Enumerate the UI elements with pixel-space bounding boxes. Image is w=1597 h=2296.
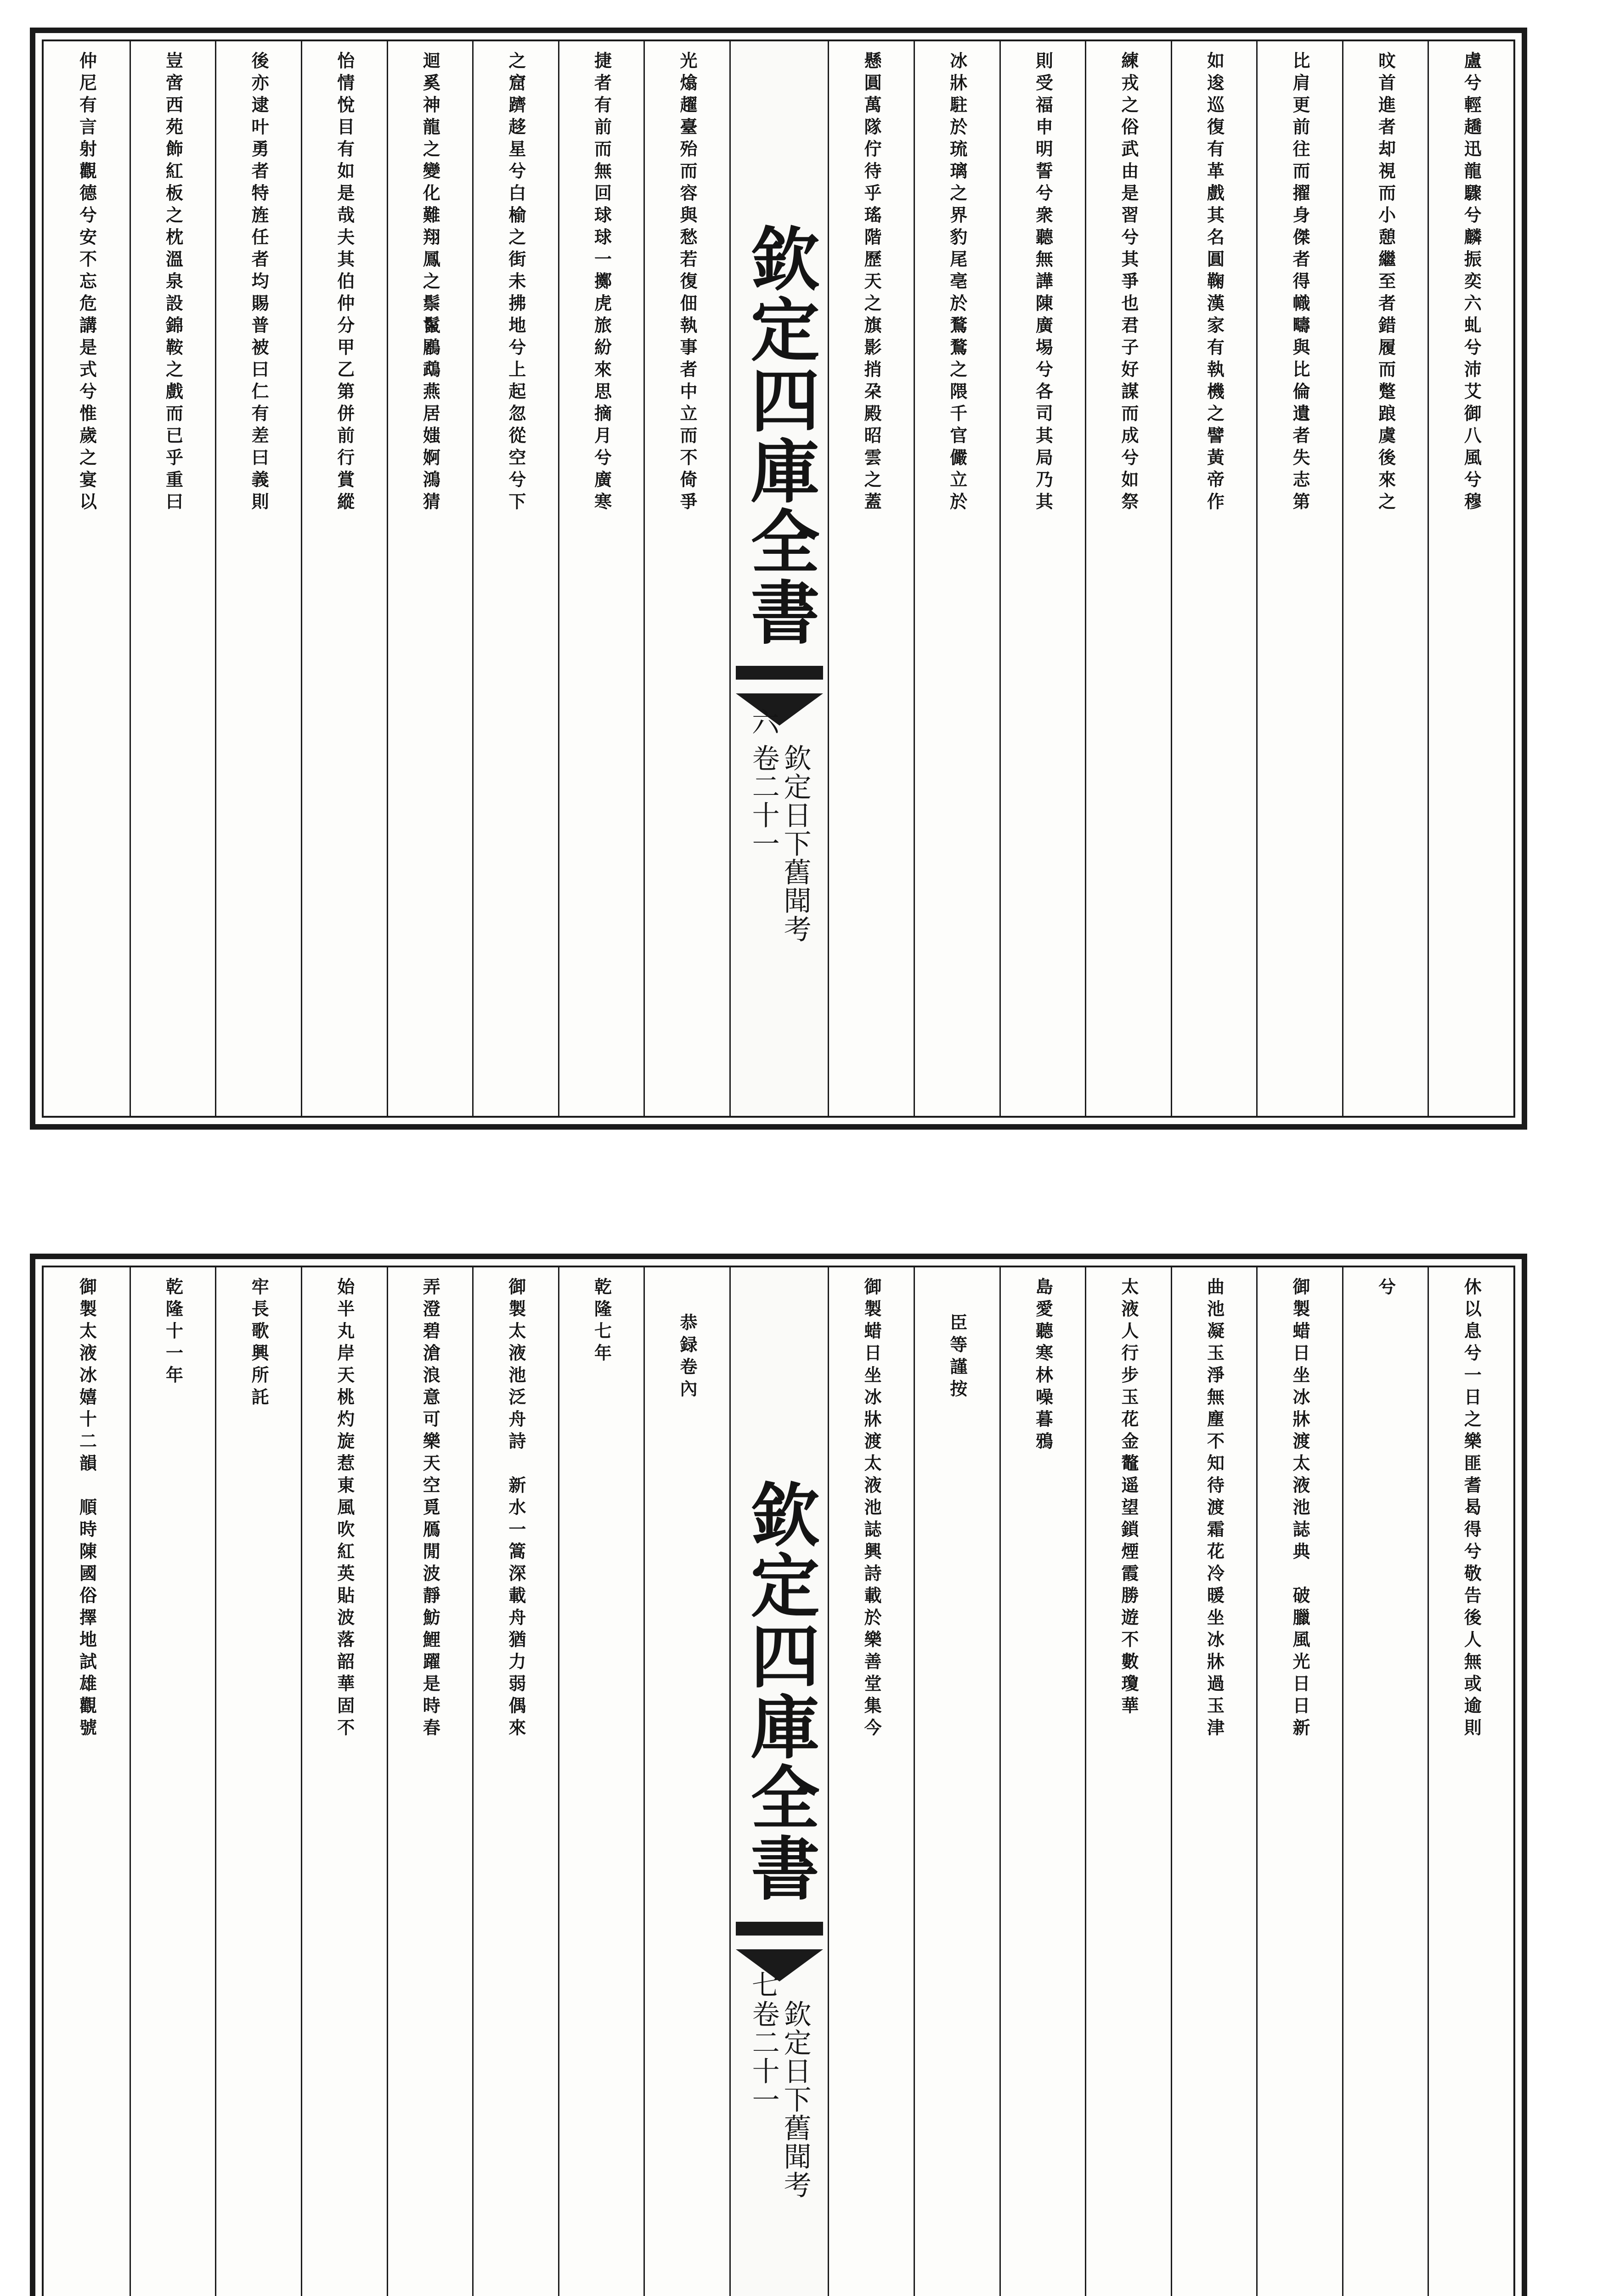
column-text: 恭録卷內 — [677, 1313, 698, 1401]
text-column — [215, 41, 301, 1116]
bottom-page-frame — [42, 1266, 1515, 2296]
column-text: 後亦逮叶勇者特旌任者均賜普被曰仁有差曰義則 — [248, 51, 270, 514]
column-text: 御製蜡日坐冰牀渡太液池誌典 破臘風光日日新 — [1290, 1277, 1311, 1740]
volume-info — [749, 744, 810, 943]
text-column — [44, 41, 130, 1116]
column-text: 島愛聽寒林噪暮鴉 — [1033, 1277, 1054, 1454]
text-column — [301, 41, 387, 1116]
top-page — [30, 28, 1527, 1130]
text-column — [914, 1267, 999, 2296]
leaf-number: 七 — [747, 1970, 779, 1998]
text-column — [472, 41, 558, 1116]
text-column — [643, 41, 729, 1116]
text-column — [130, 41, 215, 1116]
text-column — [387, 1267, 473, 2296]
leaf-number: 六 — [747, 707, 779, 735]
collection-title: 欽定四庫全書 — [739, 223, 820, 647]
column-text: 捷者有前而無回球球一擲虎旅紛來思摘月兮廣寒 — [591, 51, 612, 514]
column-text: 比肩更前往而擢身傑者得幟疇與比倫遺者失志第 — [1290, 51, 1311, 514]
text-column — [1171, 41, 1257, 1116]
text-column — [558, 41, 644, 1116]
column-text: 臣等謹按 — [947, 1313, 968, 1401]
text-column — [1085, 1267, 1171, 2296]
text-column — [558, 1267, 644, 2296]
text-column — [1342, 41, 1428, 1116]
column-text: 之窟躋趍星兮白榆之街未拂地兮上起忽從空兮下 — [505, 51, 526, 514]
column-text: 始半丸岸天桃灼旋惹東風吹紅英貼波落韶華固不 — [334, 1277, 355, 1740]
bottom-page — [30, 1254, 1527, 2296]
column-text: 旼首進者却視而小憩繼至者錯履而蹩踉虞後來之 — [1375, 51, 1396, 514]
column-text: 曲池凝玉淨無塵不知待渡霜花冷暖坐冰牀過玉津 — [1204, 1277, 1225, 1740]
book-title: 欽定日下舊聞考 — [779, 744, 812, 943]
bottom-page-columns — [44, 1267, 1513, 2296]
text-column — [472, 1267, 558, 2296]
text-column — [1256, 1267, 1342, 2296]
column-text: 弄澄碧滄浪意可樂天空覓鴈閒波靜魴鯉躍是時春 — [420, 1277, 441, 1740]
top-page-columns — [44, 41, 1513, 1116]
column-text: 則受福申明誓兮衆聽無譁陳廣埸兮各司其局乃其 — [1033, 51, 1054, 514]
text-column — [643, 1267, 729, 2296]
text-column — [914, 41, 999, 1116]
column-text: 迴奚神龍之變化難翔鳳之鬃鬣鷵鵡燕居媸婀鴻猜 — [420, 51, 441, 514]
text-column — [999, 1267, 1085, 2296]
text-column — [1256, 41, 1342, 1116]
volume-number: 卷二十一 — [747, 744, 780, 858]
top-page-frame — [42, 39, 1515, 1118]
text-column — [1085, 41, 1171, 1116]
column-text: 乾隆七年 — [591, 1277, 612, 1366]
volume-number: 卷二十一 — [747, 2000, 780, 2114]
column-text: 兮 — [1375, 1277, 1396, 1300]
text-column — [1428, 1267, 1513, 2296]
book-title: 欽定日下舊聞考 — [779, 2000, 812, 2199]
column-text: 懸圓萬隊佇待乎瑤階歷天之旗影捎朶殿昭雲之蓋 — [861, 51, 882, 514]
column-text: 盧兮輕趫迅龍驟兮麟振奕六虬兮沛艾御八風兮穆 — [1461, 51, 1482, 514]
column-text: 仲尼有言射觀德兮安不忘危講是式兮惟歲之宴以 — [76, 51, 97, 514]
text-column — [828, 41, 914, 1116]
fishtail-mark — [736, 666, 823, 680]
column-text: 牢長歌興所託 — [248, 1277, 270, 1410]
column-text: 怡情悅目有如是哉夫其伯仲分甲乙第併前行賞縱 — [334, 51, 355, 514]
column-text: 冰牀駐於琉璃之界豹尾亳於鶩鶩之隈千官儼立於 — [947, 51, 968, 514]
text-column — [130, 1267, 215, 2296]
column-text: 光熻趯臺殆而容與愁若復佃執事者中立而不倚爭 — [677, 51, 698, 514]
fishtail-mark — [736, 1922, 823, 1936]
center-fold-column — [729, 41, 828, 1116]
collection-title: 欽定四庫全書 — [739, 1479, 820, 1903]
text-column — [999, 41, 1085, 1116]
text-column — [828, 1267, 914, 2296]
column-text: 如逡巡復有革戲其名圓鞠漢家有執機之譬黃帝作 — [1204, 51, 1225, 514]
volume-info — [749, 2000, 810, 2199]
column-text: 練戎之俗武由是習兮其爭也君子好謀而成兮如祭 — [1118, 51, 1139, 514]
text-column — [1171, 1267, 1257, 2296]
column-text: 豈啻西苑飾紅板之枕溫泉設錦鞍之戲而已乎重曰 — [163, 51, 184, 514]
column-text: 太液人行步玉花金鼇遥望鎖煙霞勝遊不數瓊華 — [1118, 1277, 1139, 1718]
text-column — [387, 41, 473, 1116]
text-column — [301, 1267, 387, 2296]
column-text: 休以息兮一日之樂匪耆曷得兮敬告後人無或逾則 — [1461, 1277, 1482, 1740]
column-text: 御製太液冰嬉十二韻 順時陳國俗擇地試雄觀號 — [76, 1277, 97, 1740]
text-column — [1428, 41, 1513, 1116]
column-text: 乾隆十一年 — [163, 1277, 184, 1388]
text-column — [215, 1267, 301, 2296]
text-column — [1342, 1267, 1428, 2296]
center-fold-column — [729, 1267, 828, 2296]
column-text: 御製太液池泛舟詩 新水一篙深載舟猶力弱偶來 — [505, 1277, 526, 1740]
column-text: 御製蜡日坐冰牀渡太液池誌興詩載於樂善堂集今 — [861, 1277, 882, 1740]
text-column — [44, 1267, 130, 2296]
